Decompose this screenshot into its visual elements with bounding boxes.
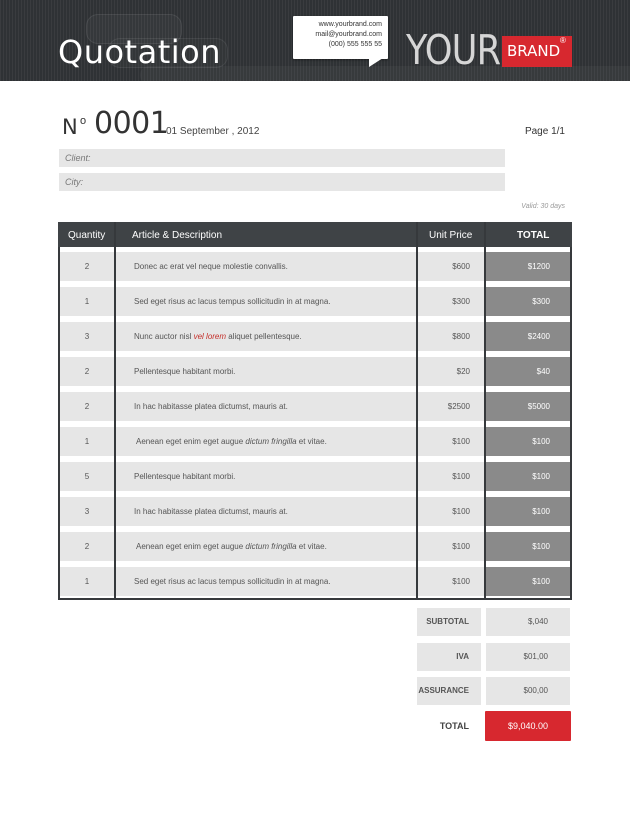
header-quantity: Quantity — [68, 230, 106, 241]
row-total: $100 — [486, 462, 570, 491]
header-total: TOTAL — [517, 230, 550, 241]
assurance-label: ASSURANCE — [417, 677, 481, 705]
row-description: Sed eget risus ac lacus tempus sollicitudin in at magna. — [116, 567, 416, 596]
description-text: et vitae. — [296, 437, 327, 446]
table-row — [60, 532, 570, 561]
subtotal-value: $,040 — [486, 608, 570, 636]
row-description: Donec ac erat vel neque molestie convallis. — [116, 252, 416, 281]
row-total: $1200 — [486, 252, 570, 281]
header-unit-price: Unit Price — [429, 230, 473, 241]
contact-email[interactable]: mail@yourbrand.com — [315, 31, 382, 38]
table-row — [60, 497, 570, 526]
row-quantity: 3 — [60, 497, 114, 526]
row-description — [116, 427, 416, 456]
highlighted-text: vel lorem — [193, 332, 227, 341]
contact-website[interactable]: www.yourbrand.com — [318, 21, 382, 28]
table-row — [60, 567, 570, 596]
row-total: $300 — [486, 287, 570, 316]
row-total: $2400 — [486, 322, 570, 351]
italic-text: dictum fringilla — [245, 542, 297, 551]
row-quantity: 3 — [60, 322, 114, 351]
description-text: aliquet pellentesque. — [226, 332, 302, 341]
table-row — [60, 287, 570, 316]
row-unit-price: $300 — [418, 287, 484, 316]
table-row — [60, 357, 570, 386]
quote-date: 01 September , 2012 — [166, 126, 260, 137]
contact-phone: (000) 555 555 55 — [328, 41, 382, 48]
page-number: Page 1/1 — [524, 126, 565, 137]
row-unit-price: $100 — [418, 567, 484, 596]
table-row — [60, 462, 570, 491]
row-total: $100 — [486, 497, 570, 526]
row-unit-price: $100 — [418, 532, 484, 561]
row-quantity: 5 — [60, 462, 114, 491]
description-text: Nunc auctor nisl — [134, 332, 194, 341]
table-row — [60, 252, 570, 281]
row-total: $40 — [486, 357, 570, 386]
row-description: In hac habitasse platea dictumst, mauris at. — [116, 497, 416, 526]
row-unit-price: $2500 — [418, 392, 484, 421]
quote-number: 0001 — [94, 106, 169, 141]
iva-label: IVA — [417, 643, 481, 671]
row-description — [116, 322, 416, 351]
row-quantity: 2 — [60, 252, 114, 281]
row-description: Pellentesque habitant morbi. — [116, 462, 416, 491]
number-label-sup: o — [80, 115, 87, 127]
row-quantity: 1 — [60, 287, 114, 316]
row-total: $100 — [486, 532, 570, 561]
items-table — [58, 222, 572, 600]
row-total: $100 — [486, 567, 570, 596]
description-text: Aenean eget enim eget augue — [136, 437, 246, 446]
table-row — [60, 392, 570, 421]
table-header — [58, 222, 572, 247]
row-unit-price: $600 — [418, 252, 484, 281]
row-description: Sed eget risus ac lacus tempus sollicitudin in at magna. — [116, 287, 416, 316]
row-description: Pellentesque habitant morbi. — [116, 357, 416, 386]
number-label: N — [62, 115, 78, 139]
table-row — [60, 322, 570, 351]
table-row — [60, 427, 570, 456]
row-unit-price: $20 — [418, 357, 484, 386]
header-banner — [0, 0, 630, 81]
registered-mark: ® — [560, 36, 566, 45]
total-value: $9,040.00 — [485, 711, 571, 741]
row-unit-price: $100 — [418, 497, 484, 526]
row-quantity: 2 — [60, 357, 114, 386]
row-unit-price: $800 — [418, 322, 484, 351]
assurance-value: $00,00 — [486, 677, 570, 705]
subtotal-label: SUBTOTAL — [417, 608, 481, 636]
row-description — [116, 532, 416, 561]
header-description: Article & Description — [132, 230, 223, 241]
validity-note: Valid: 30 days — [521, 203, 565, 210]
row-quantity: 2 — [60, 392, 114, 421]
bubble-tail — [369, 58, 383, 67]
description-text: et vitae. — [296, 542, 327, 551]
row-quantity: 1 — [60, 567, 114, 596]
description-text: Aenean eget enim eget augue — [136, 542, 246, 551]
italic-text: dictum fringilla — [245, 437, 297, 446]
logo-text-your: YOUR — [406, 26, 501, 74]
row-quantity: 1 — [60, 427, 114, 456]
city-field[interactable]: City: — [59, 173, 505, 191]
row-total: $5000 — [486, 392, 570, 421]
row-unit-price: $100 — [418, 427, 484, 456]
page-title: Quotation — [58, 33, 221, 71]
iva-value: $01,00 — [486, 643, 570, 671]
total-label: TOTAL — [439, 721, 469, 731]
row-unit-price: $100 — [418, 462, 484, 491]
contact-bubble — [293, 16, 388, 59]
row-total: $100 — [486, 427, 570, 456]
row-quantity: 2 — [60, 532, 114, 561]
client-field[interactable]: Client: — [59, 149, 505, 167]
logo-text-brand: BRAND — [502, 36, 572, 67]
row-description: In hac habitasse platea dictumst, mauris at. — [116, 392, 416, 421]
